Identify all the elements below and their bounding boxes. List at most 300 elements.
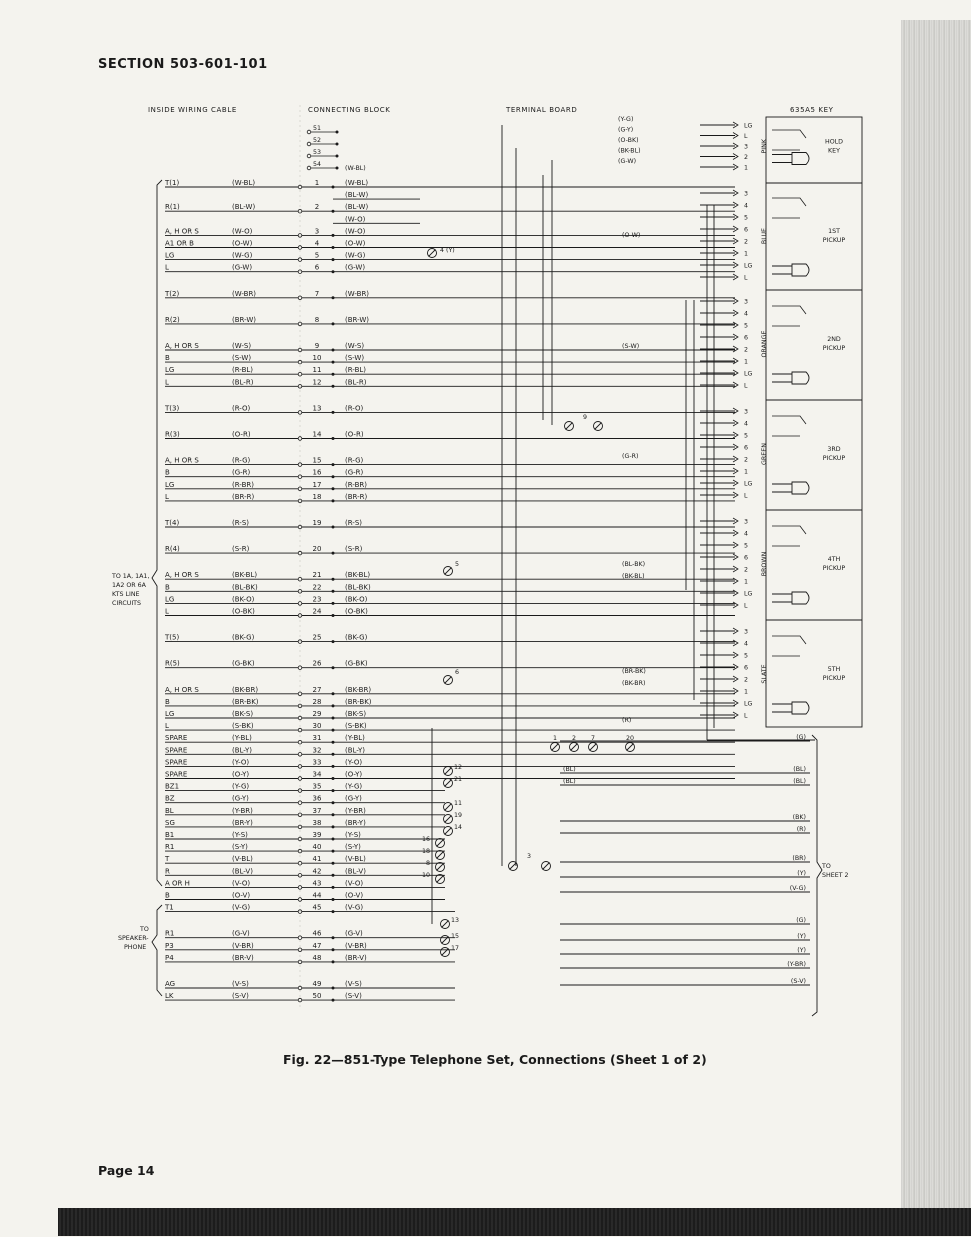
terminal-mid-lead: (G-R): [622, 453, 639, 460]
key-pin-3: 3: [744, 628, 749, 636]
block-lead-color: (G-V): [345, 929, 363, 938]
block-terminal-num: 26: [312, 659, 322, 668]
block-junction: [332, 741, 335, 744]
output-lead: (Y): [797, 947, 806, 954]
key-lamp-icon: [772, 372, 809, 384]
block-junction: [332, 789, 335, 792]
block-lead-color: (BK-BL): [345, 571, 371, 580]
cable-lead-color: (O-BK): [232, 607, 255, 616]
cable-lead-color: (BR-Y): [232, 818, 253, 827]
block-lead-color: (S-Y): [345, 843, 361, 852]
output-lead: (R): [796, 826, 806, 833]
cable-lead-name: R1: [165, 843, 175, 852]
cable-lead-name: SG: [165, 818, 175, 827]
cable-lead-name: A, H OR S: [165, 571, 199, 580]
cable-lead-color: (S-V): [232, 992, 249, 1001]
cable-lead-color: (W-G): [232, 251, 253, 260]
block-junction: [332, 825, 335, 828]
upper-terminal-52: [307, 142, 311, 146]
cable-lead-name: R(5): [165, 659, 180, 668]
cable-lead-color: (V-BL): [232, 855, 253, 864]
block-junction: [332, 850, 335, 853]
block-lead-color: (G-Y): [345, 794, 362, 803]
output-lead: (G): [796, 734, 806, 741]
block-terminal-num: 35: [312, 782, 322, 791]
key-pin-2: 2: [744, 346, 749, 354]
cable-lead-color: (BL-BK): [232, 583, 258, 592]
block-lead-color: (BR-BK): [345, 697, 372, 706]
block-terminal-num: 48: [312, 953, 322, 962]
cable-lead-color: (R-O): [232, 404, 251, 413]
key-pin-2: 2: [744, 456, 749, 464]
upper-terminal-num-51: 51: [313, 125, 322, 132]
key-function-5: 5TH: [827, 666, 841, 673]
block-lead-color: (V-G): [345, 903, 364, 912]
block-junction: [332, 210, 335, 213]
upper-terminal-lead-54: (W-BL): [345, 165, 366, 172]
key-lamp-icon: [772, 264, 809, 276]
cable-lead-color: (V-G): [232, 903, 251, 912]
upper-terminal-dot: [336, 143, 339, 146]
block-junction: [332, 349, 335, 352]
ring-terminal-num: 11: [454, 800, 463, 807]
block-junction: [332, 411, 335, 414]
cable-lead-color: (R-BL): [232, 366, 254, 375]
key-function-1: 1ST: [828, 228, 840, 235]
block-lead-color: (R-BR): [345, 480, 367, 489]
key-function-3: 3RD: [827, 446, 841, 453]
block-lead-color: (BL-V): [345, 867, 366, 876]
cable-lead-name: R: [165, 867, 170, 876]
key-pin-1: 1: [744, 358, 749, 366]
key-pin-LG: LG: [744, 262, 753, 270]
ring-terminal-num: 19: [454, 812, 463, 819]
block-terminal-num: 24: [312, 607, 322, 616]
block-junction: [332, 590, 335, 593]
key-contact-icon: [772, 306, 806, 326]
cable-lead-color: (G-Y): [232, 794, 249, 803]
cable-lead-name: B1: [165, 831, 175, 839]
block-junction: [332, 753, 335, 756]
block-junction: [332, 765, 335, 768]
cable-lead-name: T(2): [165, 289, 180, 298]
block-lead-color: (BL-W): [345, 203, 369, 212]
cable-lead-color: (S-Y): [232, 843, 248, 852]
block-lead-color: (BK-O): [345, 595, 368, 604]
cable-lead-color: (Y-BR): [232, 806, 253, 815]
cable-lead-color: (Y-O): [232, 758, 250, 767]
block-junction: [332, 258, 335, 261]
block-terminal-num: 25: [312, 633, 322, 642]
block-junction: [332, 862, 335, 865]
block-lead-color: (O-Y): [345, 770, 363, 779]
terminal-mid-lead: (BK-BR): [622, 680, 646, 687]
terminal-top-lead: (G-W): [618, 158, 637, 165]
key-pin-6: 6: [744, 664, 749, 672]
block-junction: [332, 463, 335, 466]
speakerphone-brace: [152, 905, 162, 996]
block-lead-color: (R-O): [345, 404, 364, 413]
key-header: 635A5 KEY: [790, 106, 834, 114]
block-terminal-14: [298, 437, 302, 441]
cable-lead-name: LK: [165, 992, 174, 1001]
block-terminal-num: 17: [312, 480, 322, 489]
block-junction: [332, 385, 335, 388]
key-pin-5: 5: [744, 652, 749, 660]
label-layer: [164, 116, 845, 1002]
key-pin-4: 4: [744, 310, 749, 318]
key-pin-L: L: [744, 492, 748, 500]
block-junction: [332, 777, 335, 780]
cable-lead-color: (S-BK): [232, 722, 254, 731]
cable-lead-name: SPARE: [165, 758, 188, 767]
cable-lead-color: (W-S): [232, 342, 252, 350]
key-lamp-icon: [772, 153, 809, 165]
cable-lead-color: (O-R): [232, 430, 251, 439]
wire-layer: [165, 122, 810, 1000]
spare-terminal-num: 1: [552, 735, 558, 742]
block-terminal-num: 42: [312, 867, 322, 876]
key-pin-L: L: [744, 133, 748, 140]
cable-lead-color: (W-O): [232, 227, 253, 236]
block-lead-color: (BR-W): [345, 315, 370, 324]
block-junction: [332, 246, 335, 249]
junction-label: 3: [527, 853, 532, 860]
block-terminal-num: 45: [312, 903, 322, 912]
block-lead-color: (BL-BK): [345, 583, 371, 592]
block-junction: [332, 874, 335, 877]
block-lead-color: (BL-Y): [345, 746, 366, 755]
cable-lead-color: (BL-V): [232, 867, 253, 876]
block-terminal-num: 30: [312, 722, 322, 731]
block-junction: [332, 987, 335, 990]
key-pin-4: 4: [744, 530, 749, 538]
key-pin-LG: LG: [744, 370, 753, 378]
output-lead: (BL): [793, 778, 806, 785]
cable-lead-color: (BR-BK): [232, 697, 259, 706]
key-pin-3: 3: [744, 408, 749, 416]
block-lead-color: (BL-W): [345, 191, 369, 200]
block-terminal-num: 46: [312, 929, 322, 938]
cable-lead-name: B: [165, 583, 170, 592]
key-contact-icon: [772, 526, 806, 546]
cable-lead-color: (BL-R): [232, 378, 254, 387]
cable-lead-name: L: [165, 607, 169, 616]
block-terminal-num: 49: [312, 980, 322, 988]
cable-lead-color: (BL-W): [232, 203, 256, 212]
terminal-board-header: TERMINAL BOARD: [506, 106, 578, 114]
key-pin-LG: LG: [744, 590, 753, 598]
key-pin-5: 5: [744, 542, 749, 550]
key-color-brown: BROWN: [761, 551, 768, 577]
block-lead-color: (Y-BR): [345, 806, 366, 815]
block-header: CONNECTING BLOCK: [308, 106, 391, 114]
cable-lead-name: T1: [165, 903, 174, 912]
key-function-0-b: KEY: [828, 147, 840, 155]
sheet2-brace: [812, 735, 822, 1016]
block-terminal-num: 47: [312, 941, 322, 950]
junction-label: 9: [583, 414, 588, 421]
junction-label: 6: [455, 669, 460, 676]
ring-terminal-num: 16: [421, 836, 430, 843]
block-junction: [332, 704, 335, 707]
block-terminal-num: 32: [312, 746, 322, 755]
junction-label: 4 (Y): [440, 247, 455, 254]
block-terminal-num: 9: [314, 342, 320, 350]
block-terminal-num: 13: [312, 404, 322, 413]
block-junction: [332, 322, 335, 325]
key-color-green: GREEN: [761, 443, 768, 465]
key-contact-icon: [772, 130, 806, 150]
output-lead: (BL): [793, 766, 806, 773]
block-junction: [332, 886, 335, 889]
cable-lead-name: AG: [165, 980, 176, 988]
upper-terminal-num-53: 53: [313, 149, 322, 156]
cable-lead-name: R1: [165, 929, 175, 938]
terminal-lower-lead: (BL): [563, 766, 576, 773]
key-pin-L: L: [744, 602, 748, 610]
ring-terminal-num: 13: [451, 917, 460, 924]
key-pin-2: 2: [744, 238, 749, 246]
cable-lead-color: (BK-BR): [232, 685, 259, 694]
block-terminal-num: 18: [312, 492, 322, 501]
block-junction: [332, 813, 335, 816]
cable-lead-color: (Y-BL): [232, 734, 252, 743]
block-terminal-num: 8: [314, 315, 320, 324]
block-terminal-num: 16: [312, 468, 322, 477]
figure-caption: Fig. 22—851-Type Telephone Set, Connections (Sheet 1 of 2): [283, 1052, 707, 1067]
cable-lead-color: (V-BR): [232, 941, 254, 950]
cable-lead-name: B: [165, 891, 170, 900]
cable-lead-name: LG: [165, 480, 175, 489]
line-circuits-label-4: CIRCUITS: [112, 600, 142, 607]
block-junction: [332, 186, 335, 189]
key-color-blue: BLUE: [761, 227, 768, 245]
block-terminal-num: 21: [312, 571, 322, 580]
key-function-4: 4TH: [827, 556, 841, 563]
block-terminal-num: 6: [314, 263, 320, 272]
cable-lead-color: (BK-BL): [232, 571, 258, 580]
block-lead-color: (BK-BR): [345, 685, 372, 694]
key-function-3-b: PICKUP: [822, 455, 846, 462]
key-function-1-b: PICKUP: [822, 237, 846, 244]
key-lamp-icon: [772, 482, 809, 494]
key-pin-6: 6: [744, 444, 749, 452]
ring-terminal-num: 18: [421, 848, 430, 855]
block-lead-color: (V-BR): [345, 941, 367, 950]
cable-lead-name: R(4): [165, 545, 180, 554]
block-junction: [332, 999, 335, 1002]
block-terminal-num: 12: [312, 378, 322, 387]
block-lead-color: (S-V): [345, 992, 362, 1001]
block-junction: [332, 487, 335, 490]
output-lead: (BR): [792, 855, 806, 862]
block-lead-color: (R-BL): [345, 366, 367, 375]
key-pin-1: 1: [744, 688, 749, 696]
cable-lead-color: (O-W): [232, 239, 253, 248]
block-junction: [332, 499, 335, 502]
cable-lead-name: P4: [165, 953, 174, 962]
block-lead-color: (W-BL): [345, 179, 369, 187]
junction-label: 5: [455, 561, 460, 568]
key-lamp-icon: [772, 702, 809, 714]
block-lead-color: (Y-G): [345, 782, 363, 791]
key-pin-L: L: [744, 712, 748, 720]
speakerphone-label-2: SPEAKER-: [118, 935, 149, 942]
upper-terminal-dot: [336, 155, 339, 158]
key-pin-6: 6: [744, 226, 749, 234]
block-terminal-num: 14: [312, 430, 322, 439]
block-terminal-num: 37: [312, 806, 322, 815]
line-circuits-label-1: TO 1A, 1A1,: [112, 573, 150, 580]
block-terminal-num: 43: [312, 879, 322, 888]
block-lead-color: (G-W): [345, 263, 366, 272]
block-terminal-num: 1: [314, 179, 320, 187]
block-junction: [332, 936, 335, 939]
sheet2-label-2: SHEET 2: [822, 872, 849, 879]
block-lead-color: (S-BK): [345, 722, 367, 731]
key-function-0: HOLD: [824, 138, 844, 146]
cable-lead-name: T(3): [165, 404, 180, 413]
output-lead: (Y-BR): [787, 961, 806, 968]
key-pin-L: L: [744, 382, 748, 390]
line-circuits-brace: [152, 180, 162, 886]
block-lead-color: (W-G): [345, 251, 366, 260]
terminal-lower-lead: (BL): [563, 778, 576, 785]
cable-lead-color: (BR-R): [232, 492, 255, 501]
block-terminal-num: 20: [312, 545, 322, 554]
block-terminal-num: 33: [312, 758, 322, 767]
block-terminal-num: 31: [312, 734, 322, 743]
key-pin-5: 5: [744, 214, 749, 222]
output-lead: (Y): [797, 870, 806, 877]
ring-terminal-num: 14: [454, 824, 463, 831]
cable-lead-color: (S-W): [232, 354, 252, 363]
cable-lead-color: (BK-G): [232, 633, 255, 642]
block-lead-color: (BR-R): [345, 492, 368, 501]
ring-terminal-num: 10: [421, 872, 430, 879]
block-lead-color: (W-S): [345, 342, 365, 350]
cable-lead-name: L: [165, 492, 169, 501]
key-function-2: 2ND: [827, 336, 841, 343]
cable-lead-color: (BK-O): [232, 595, 255, 604]
key-pin-LG: LG: [744, 122, 753, 130]
upper-terminal-dot: [336, 131, 339, 134]
cable-lead-color: (BR-W): [232, 315, 257, 324]
upper-terminal-54: [307, 166, 311, 170]
page-number: Page 14: [98, 1163, 155, 1178]
line-circuits-label-3: KTS LINE: [112, 591, 140, 598]
block-terminal-num: 3: [314, 227, 320, 236]
ring-terminal-num: 21: [454, 776, 463, 783]
terminal-top-lead: (Y-G): [618, 116, 634, 123]
block-lead-color: (R-G): [345, 456, 364, 465]
terminal-mid-lead: (O-W): [622, 232, 641, 239]
block-terminal-num: 44: [312, 891, 322, 900]
terminal-top-lead: (O-BK): [618, 137, 639, 144]
block-junction: [332, 910, 335, 913]
output-lead: (G): [796, 917, 806, 924]
cable-lead-name: L: [165, 722, 169, 731]
block-lead-color: (W-O): [345, 215, 366, 224]
block-junction: [332, 437, 335, 440]
key-pin-2: 2: [744, 676, 749, 684]
speakerphone-label-1: TO: [140, 926, 149, 933]
key-pin-3: 3: [744, 298, 749, 306]
key-pin-3: 3: [744, 143, 749, 151]
cable-lead-name: BZ: [165, 794, 175, 803]
key-contact-icon: [772, 636, 806, 656]
spare-terminal-num: 7: [590, 735, 596, 742]
key-pin-1: 1: [744, 164, 749, 172]
block-junction: [332, 602, 335, 605]
block-terminal-num: 23: [312, 595, 322, 604]
key-pin-5: 5: [744, 432, 749, 440]
cable-lead-color: (Y-G): [232, 782, 250, 791]
block-terminal-num: 40: [312, 843, 322, 852]
cable-lead-color: (BR-V): [232, 953, 254, 962]
cable-lead-name: A OR H: [165, 879, 190, 888]
block-terminal-num: 39: [312, 831, 322, 839]
key-function-2-b: PICKUP: [822, 345, 846, 352]
cable-lead-name: R(3): [165, 430, 180, 439]
cable-lead-name: B: [165, 697, 170, 706]
key-function-4-b: PICKUP: [822, 565, 846, 572]
cable-lead-name: LG: [165, 595, 175, 604]
block-terminal-23: [298, 602, 302, 606]
block-junction: [332, 838, 335, 841]
block-junction: [332, 552, 335, 555]
block-terminal-num: 29: [312, 710, 322, 718]
cable-lead-name: T(4): [165, 519, 180, 527]
cable-lead-color: (G-R): [232, 468, 251, 477]
block-terminal-num: 38: [312, 818, 322, 827]
block-lead-color: (BL-R): [345, 378, 367, 387]
block-junction: [332, 526, 335, 529]
cable-lead-name: L: [165, 378, 169, 387]
block-terminal-num: 27: [312, 685, 322, 694]
block-junction: [332, 234, 335, 237]
cable-lead-name: BZ1: [165, 782, 180, 791]
cable-lead-name: A, H OR S: [165, 342, 199, 350]
block-junction: [332, 898, 335, 901]
block-lead-color: (V-O): [345, 879, 364, 888]
cable-header: INSIDE WIRING CABLE: [148, 106, 237, 114]
upper-terminal-dot: [336, 167, 339, 170]
key-pin-1: 1: [744, 250, 749, 258]
block-junction: [332, 948, 335, 951]
cable-lead-color: (O-Y): [232, 770, 250, 779]
block-lead-color: (V-S): [345, 980, 362, 988]
block-lead-color: (O-W): [345, 239, 366, 248]
cable-lead-name: P3: [165, 941, 174, 950]
block-terminal-num: 11: [312, 366, 322, 375]
cable-lead-color: (V-S): [232, 980, 249, 988]
cable-lead-color: (R-S): [232, 519, 250, 527]
key-pin-6: 6: [744, 554, 749, 562]
terminal-mid-lead: (BR-BK): [622, 668, 646, 675]
cable-lead-color: (BL-Y): [232, 746, 253, 755]
spare-terminal-num: 2: [571, 735, 577, 742]
block-junction: [332, 361, 335, 364]
cable-lead-color: (G-V): [232, 929, 250, 938]
cable-lead-color: (R-G): [232, 456, 251, 465]
key-pin-L: L: [744, 274, 748, 282]
key-function-5-b: PICKUP: [822, 675, 846, 682]
block-lead-color: (O-BK): [345, 607, 368, 616]
block-junction: [332, 692, 335, 695]
terminal-mid-lead: (BK-BL): [622, 573, 645, 580]
